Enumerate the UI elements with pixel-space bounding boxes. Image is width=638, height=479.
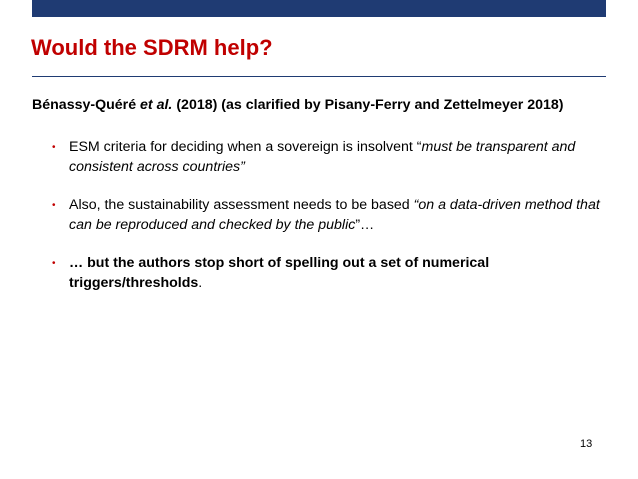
subtitle-author: Bénassy-Quéré (32, 97, 137, 113)
bullet-italic-text: must be transparent and consistent across countries” (69, 139, 576, 175)
title-divider (32, 76, 606, 77)
slide-subtitle (32, 97, 612, 113)
subtitle-rest: (2018) (as clarified by Pisany-Ferry and Zettelmeyer 2018) (172, 97, 564, 113)
bullet-icon: • (52, 200, 56, 211)
bullet-text-end: . (198, 274, 203, 291)
bullet-icon: • (52, 142, 56, 153)
bullet-item (52, 196, 602, 235)
top-accent-bar (32, 0, 606, 17)
bullet-item (52, 138, 602, 177)
bullet-list (52, 138, 602, 312)
bullet-text: ESM criteria for deciding when a sovereign is insolvent “ (69, 139, 422, 155)
bullet-bold-text: … but the authors stop short of spelling out a set of numerical triggers/thresholds (69, 255, 490, 291)
bullet-icon: • (52, 258, 56, 269)
subtitle-etal: et al. (140, 97, 173, 113)
bullet-text: Also, the sustainability assessment needs to be based (69, 197, 414, 213)
page-number: 13 (580, 438, 593, 450)
slide-title: Would the SDRM help? (31, 35, 273, 60)
bullet-item (52, 254, 602, 293)
bullet-italic-text: “on a data-driven method that can be reproduced and checked by the public (69, 197, 600, 233)
bullet-text-end: ”… (355, 216, 375, 233)
